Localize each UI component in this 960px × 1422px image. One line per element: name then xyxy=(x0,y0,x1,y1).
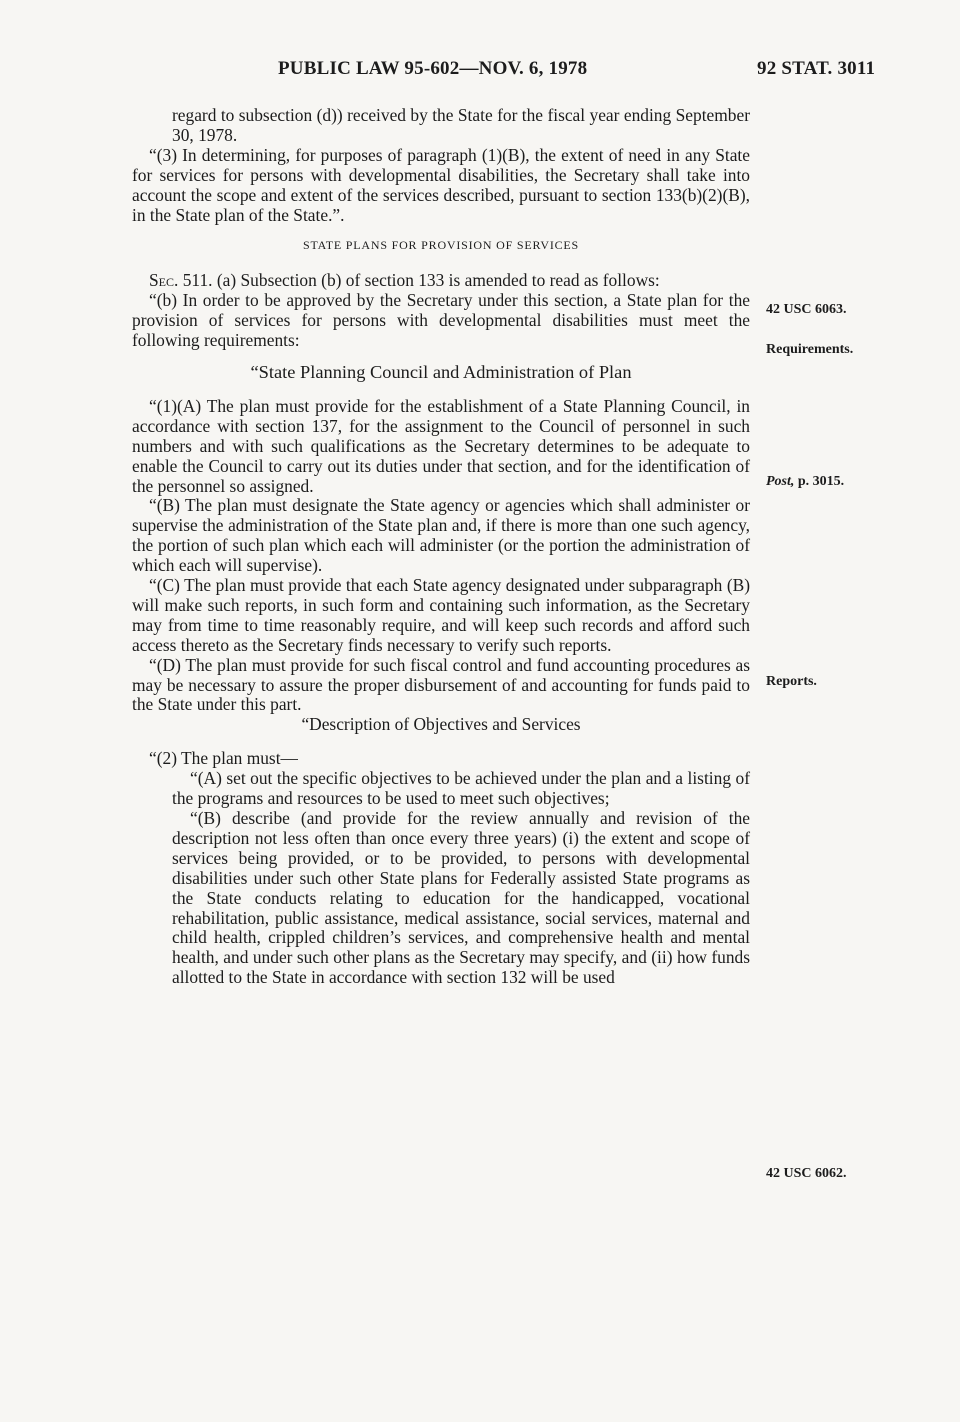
paragraph-continuation: regard to subsection (d)) received by the State for the fiscal year ending September 30, 1978. xyxy=(172,105,750,145)
page-header-stat: 92 STAT. 3011 xyxy=(757,58,876,79)
paragraph-1C: “(C) The plan must provide that each State agency designated under subparagraph (B) will make such reports, in such form and containing such information, as the Secretary may from time to time reasonably require, and will keep such records and afford such access thereto as the Secretary finds necessary to verify such reports. xyxy=(132,575,750,655)
section-511-text: 511. (a) Subsection (b) of section 133 is amended to read as follows: xyxy=(182,270,660,291)
paragraph-b: “(b) In order to be approved by the Secretary under this section, a State plan for the provision of services for persons with developmental disabilities must meet the following requirements: xyxy=(132,290,750,351)
paragraph-2-intro: “(2) The plan must— xyxy=(149,748,298,769)
margin-note-post-italic: Post, xyxy=(766,474,795,489)
section-heading: STATE PLANS FOR PROVISION OF SERVICES xyxy=(302,238,580,253)
subheading-state-planning-council: “State Planning Council and Administration of Plan xyxy=(250,361,632,382)
paragraph-2B: “(B) describe (and provide for the review annually and revision of the description not less often than once every three years) (i) the extent and scope of services being provided, or to be provided, to persons with developmental disabilities under such other State plans for Federally assisted State programs as the State conducts relating to education for the handicapped, vocational rehabilitation, public assistance, medical assistance, social services, maternal and child health, crippled children’s services, and comprehensive health and mental health, and under such other plans as the Secretary may specify, and (ii) how funds allotted to the State in accordance with section 132 will be used xyxy=(172,808,750,988)
margin-note-usc-6062: 42 USC 6062. xyxy=(766,1166,847,1181)
section-511-paragraph xyxy=(132,271,750,291)
subheading-objectives-services: “Description of Objectives and Services xyxy=(301,714,581,735)
page-header-title: PUBLIC LAW 95-602—NOV. 6, 1978 xyxy=(278,58,588,79)
paragraph-3: “(3) In determining, for purposes of paragraph (1)(B), the extent of need in any State for services for persons with developmental disabilities, the Secretary shall take into account the scope and extent of the services described, pursuant to section 133(b)(2)(B), in the State plan of the State.”. xyxy=(132,144,750,225)
body-text xyxy=(132,106,750,988)
paragraph-1A: “(1)(A) The plan must provide for the establishment of a State Planning Council, in accordance with section 137, for the assignment to the Council of personnel in such numbers and with such qualifications as the Secretary determines to be adequate to enable the Council to carry out its duties under that section, and for the identification of the personnel so assigned. xyxy=(132,395,750,496)
paragraph-1B: “(B) The plan must designate the State agency or agencies which shall administer or supervise the administration of the State plan and, if there is more than one such agency, the portion of such plan which each will administer (or the portion the administration of which each will supervise). xyxy=(132,495,750,576)
margin-note-post xyxy=(766,474,844,490)
margin-note-reports: Reports. xyxy=(766,674,817,689)
margin-note-requirements: Requirements. xyxy=(766,342,854,357)
paragraph-1D: “(D) The plan must provide for such fiscal control and fund accounting procedures as may be necessary to assure the proper disbursement of and accounting for funds paid to the State under this part. xyxy=(132,654,750,715)
margin-note-post-page: p. 3015. xyxy=(794,474,845,489)
margin-note-usc-6063: 42 USC 6063. xyxy=(766,302,847,317)
paragraph-2A: “(A) set out the specific objectives to be achieved under the plan and a listing of the programs and resources to be used to meet such objectives; xyxy=(172,768,750,809)
sec-label: Sec. xyxy=(149,270,179,291)
